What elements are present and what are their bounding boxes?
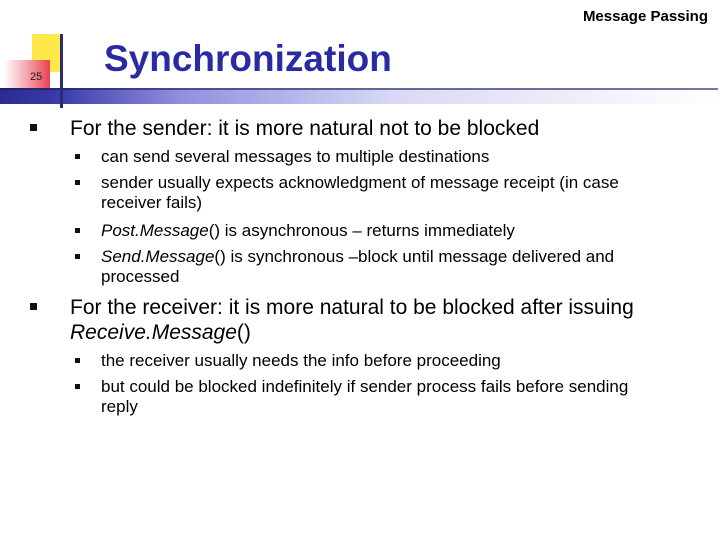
bullet-receiver-text: For the receiver: it is more natural to be blocked after issuing: [70, 296, 634, 319]
sub-bullet-text: but could be blocked indefinitely if sender process fails before sending reply: [101, 377, 629, 416]
bullet-sender: [70, 116, 690, 141]
sub-bullet: [101, 351, 681, 371]
sub-bullet: [101, 173, 671, 213]
bullet-square-icon: [75, 180, 80, 185]
sub-bullet-text: sender usually expects acknowledgment of message receipt (in case receiver fails): [101, 173, 619, 212]
sub-bullet-text: () is synchronous –block until message delivered and processed: [101, 247, 615, 286]
bullet-sender-text: For the sender: it is more natural not to be blocked: [70, 117, 540, 140]
bullet-square-icon: [30, 124, 37, 131]
sub-bullet: [101, 247, 671, 287]
decor-vertical-line: [60, 34, 63, 108]
bullet-receiver: [70, 295, 670, 345]
slide-number: 25: [30, 71, 43, 83]
sub-bullet: [101, 221, 681, 241]
bullet-receiver-italic: Receive.Message: [70, 321, 237, 344]
bullet-receiver-tail: (): [236, 321, 251, 344]
bullet-square-icon: [75, 254, 80, 259]
decor-horizontal-bar: [0, 88, 718, 104]
decor-horizontal-line: [0, 88, 718, 90]
bullet-square-icon: [75, 384, 80, 389]
bullet-square-icon: [75, 358, 80, 363]
sub-bullet-text: can send several messages to multiple destinations: [101, 147, 490, 166]
header-topic: Message Passing: [582, 8, 708, 25]
sub-bullet: [101, 377, 661, 417]
sub-bullet: [101, 147, 681, 167]
bullet-square-icon: [75, 228, 80, 233]
sub-bullet-italic: Post.Message: [101, 221, 209, 240]
bullet-square-icon: [75, 154, 80, 159]
slide-title: Synchronization: [104, 38, 392, 79]
sub-bullet-text: () is asynchronous – returns immediately: [208, 221, 515, 240]
sub-bullet-italic: Send.Message: [101, 247, 215, 266]
sub-bullet-text: the receiver usually needs the info before proceeding: [101, 351, 501, 370]
bullet-square-icon: [30, 303, 37, 310]
